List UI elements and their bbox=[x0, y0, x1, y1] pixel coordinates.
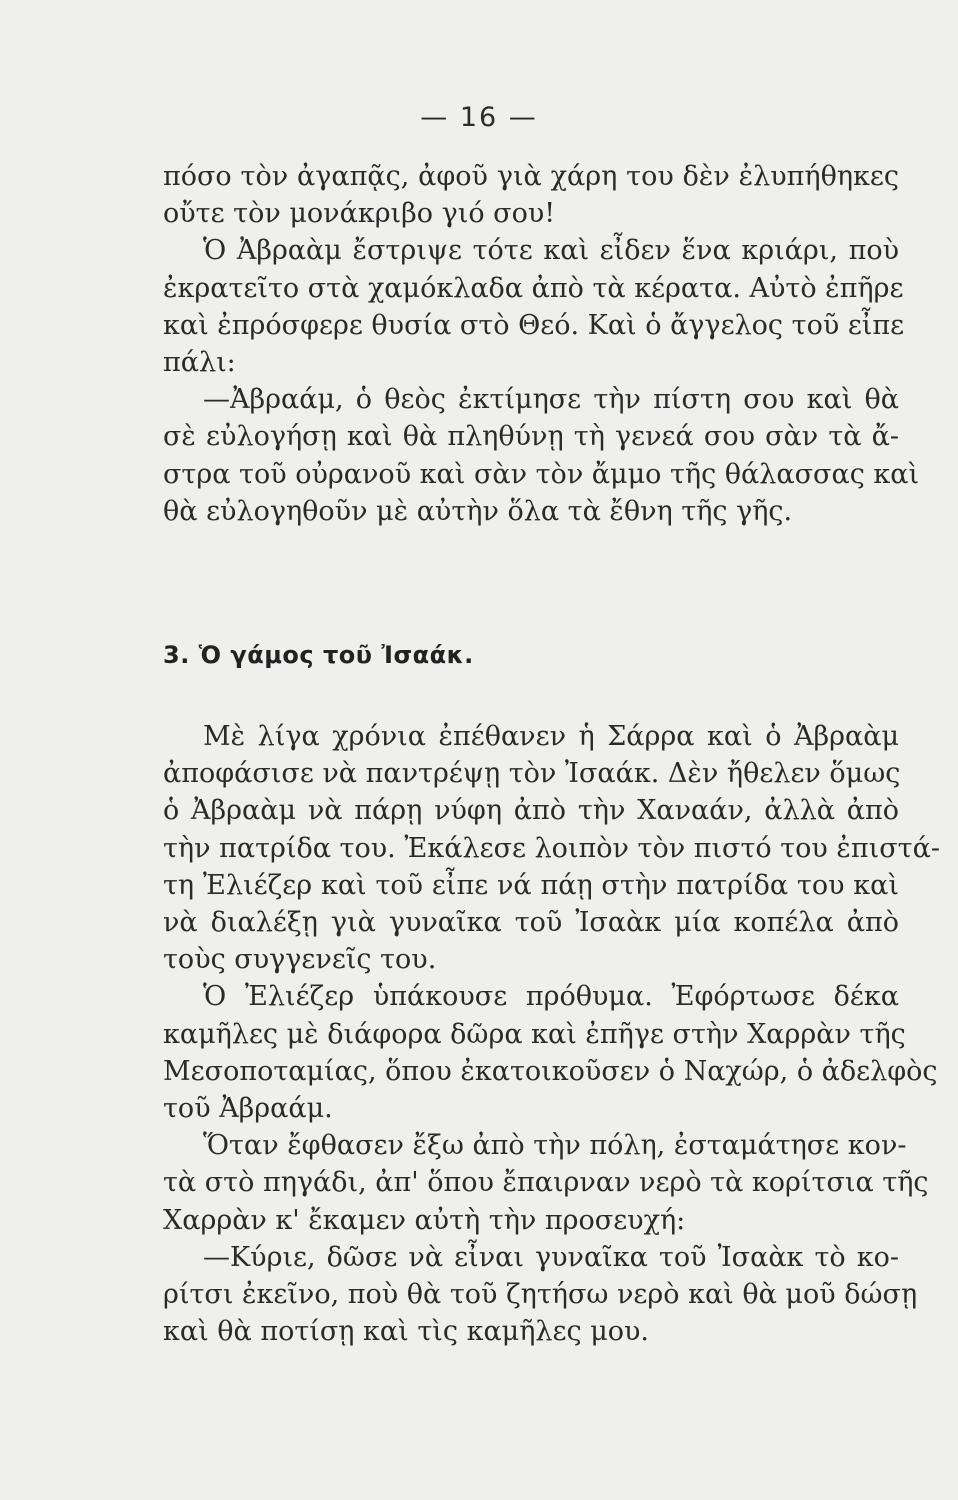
text-line: Χαρρὰν κ' ἔκαμεν αὐτὴ τὴν προσευχή: bbox=[163, 1204, 686, 1236]
section-2-text bbox=[163, 718, 940, 1350]
text-line: καὶ θὰ ποτίσῃ καὶ τὶς καμῆλες μου. bbox=[163, 1316, 649, 1348]
text-line: καμῆλες μὲ διάφορα δῶρα καὶ ἐπῆγε στὴν Χαρρὰν τῆς bbox=[163, 1018, 906, 1050]
text-line: οὔτε τὸν μονάκριβο γιό σου! bbox=[163, 198, 556, 230]
text-line: ἐκρατεῖτο στὰ χαμόκλαδα ἀπὸ τὰ κέρατα. Αὐτὸ ἐπῆρε bbox=[163, 272, 904, 304]
text-line: Μεσοποταμίας, ὅπου ἐκατοικοῦσεν ὁ Ναχώρ, ὁ ἀδελφὸς bbox=[163, 1055, 938, 1087]
text-line: ὁ Ἀβραὰμ νὰ πάρῃ νύφη ἀπὸ τὴν Χαναάν, ἀλλὰ ἀπὸ bbox=[163, 795, 899, 827]
text-line: ἀποφάσισε νὰ παντρέψῃ τὸν Ἰσαάκ. Δὲν ἤθελεν ὅμως bbox=[163, 758, 901, 790]
page-number: — 16 — bbox=[420, 102, 538, 133]
text-line: —Κύριε, δῶσε νὰ εἶναι γυναῖκα τοῦ Ἰσαὰκ τὸ κο- bbox=[203, 1241, 899, 1273]
text-line: Ὅταν ἔφθασεν ἔξω ἀπὸ τὴν πόλη, ἐσταμάτησε κον- bbox=[203, 1130, 907, 1162]
text-line: τὴν πατρίδα του. Ἐκάλεσε λοιπὸν τὸν πιστό του ἐπιστά- bbox=[163, 832, 940, 864]
text-line: —Ἀβραάμ, ὁ θεὸς ἐκτίμησε τὴν πίστη σου καὶ θὰ bbox=[203, 384, 899, 416]
section-heading: 3. Ὁ γάμος τοῦ Ἰσαάκ. bbox=[163, 641, 474, 669]
text-line: Ὁ Ἀβραὰμ ἔστριψε τότε καὶ εἶδεν ἕνα κριάρι, ποὺ bbox=[203, 235, 899, 267]
text-line: Μὲ λίγα χρόνια ἐπέθανεν ἡ Σάρρα καὶ ὁ Ἀβραὰμ bbox=[203, 721, 899, 752]
text-line: τὰ στὸ πηγάδι, ἀπ' ὅπου ἔπαιρναν νερὸ τὰ κορίτσια τῆς bbox=[163, 1167, 929, 1199]
text-line: σὲ εὐλογήσῃ καὶ θὰ πληθύνῃ τὴ γενεά σου σὰν τὰ ἄ- bbox=[163, 421, 899, 453]
text-line: ρίτσι ἐκεῖνο, ποὺ θὰ τοῦ ζητήσω νερὸ καὶ θὰ μοῦ δώσῃ bbox=[163, 1279, 918, 1311]
text-line: νὰ διαλέξῃ γιὰ γυναῖκα τοῦ Ἰσαὰκ μία κοπέλα ἀπὸ bbox=[163, 907, 899, 939]
text-line: Ὁ Ἐλιέζερ ὑπάκουσε πρόθυμα. Ἐφόρτωσε δέκα bbox=[203, 981, 899, 1013]
text-line: στρα τοῦ οὐρανοῦ καὶ σὰν τὸν ἄμμο τῆς θάλασσας καὶ bbox=[163, 458, 920, 490]
section-1-text bbox=[163, 158, 920, 530]
text-line: καὶ ἐπρόσφερε θυσία στὸ Θεό. Καὶ ὁ ἄγγελος τοῦ εἶπε bbox=[163, 309, 905, 341]
text-line: τη Ἐλιέζερ καὶ τοῦ εἶπε νά πάῃ στὴν πατρίδα του καὶ bbox=[163, 869, 899, 901]
text-line: τοὺς συγγενεῖς του. bbox=[163, 944, 437, 976]
text-line: πόσο τὸν ἀγαπᾷς, ἀφοῦ γιὰ χάρη του δὲν ἐλυπήθηκες bbox=[163, 161, 899, 192]
text-line: θὰ εὐλογηθοῦν μὲ αὐτὴν ὅλα τὰ ἔθνη τῆς γῆς. bbox=[163, 495, 793, 527]
text-line: πάλι: bbox=[163, 347, 236, 379]
text-line: τοῦ Ἀβραάμ. bbox=[163, 1093, 333, 1125]
